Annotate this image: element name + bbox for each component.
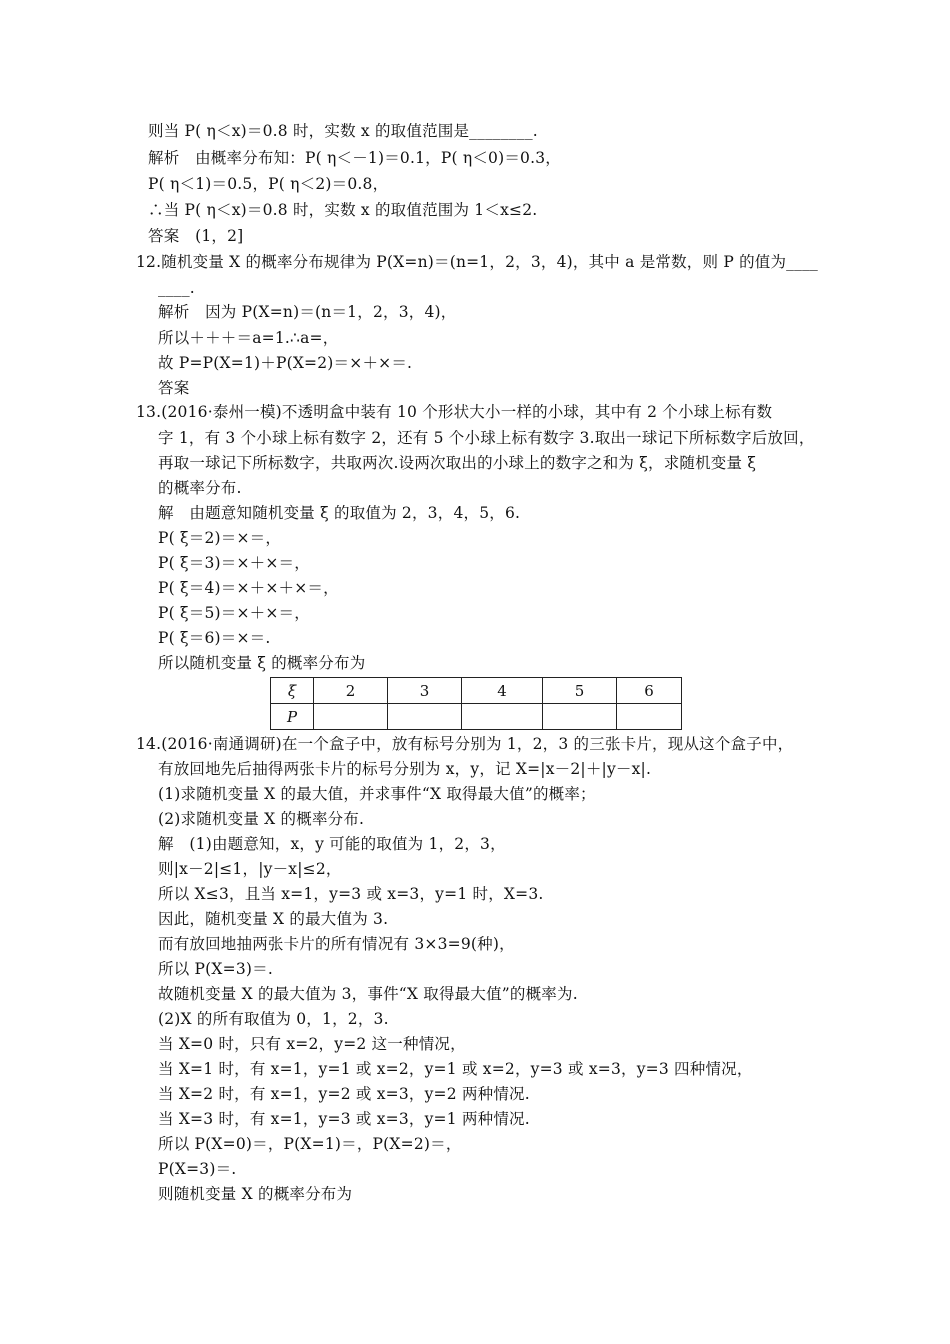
table-cell: 3: [388, 678, 462, 704]
line-q13-stem-4: 的概率分布.: [158, 479, 242, 497]
table-row-p: [271, 704, 682, 730]
line-q13-stem-3: 再取一球记下所标数字，共取两次.设两次取出的小球上的数字之和为 ξ，求随机变量 ξ: [158, 454, 757, 472]
line-q14-sol-3: 所以 X≤3，且当 x=1，y=3 或 x=3，y=1 时，X=3.: [158, 885, 544, 903]
line-q12-analysis-2: 所以＋＋＋＝a=1.∴a=，: [158, 329, 339, 347]
line-q11-analysis-3: ∴当 P( η＜x)＝0.8 时，实数 x 的取值范围为 1＜x≤2.: [148, 201, 538, 219]
line-q14-sol-1: 解 (1)由题意知，x，y 可能的取值为 1，2，3，: [158, 835, 506, 853]
line-q13-stem-2: 字 1，有 3 个小球上标有数字 2，还有 5 个小球上标有数字 3.取出一球记下所标数字后放回，: [158, 429, 815, 447]
line-q13-sol-2: P( ξ＝2)＝×＝，: [158, 529, 282, 547]
table-cell: [388, 704, 462, 730]
line-q11-answer: 答案 (1，2]: [148, 227, 244, 245]
line-q14-sol-2: 则|x－2|≤1，|y－x|≤2，: [158, 860, 342, 878]
line-q14-stem-3: (1)求随机变量 X 的最大值，并求事件“X 取得最大值”的概率；: [158, 785, 596, 803]
line-q14-sol-7: 故随机变量 X 的最大值为 3，事件“X 取得最大值”的概率为.: [158, 985, 578, 1003]
table-cell: ξ: [271, 678, 314, 704]
line-q14-sol-10: 当 X=1 时，有 x=1，y=1 或 x=2，y=1 或 x=2，y=3 或 x=3，y=3 四种情况，: [158, 1060, 753, 1078]
line-q13-sol-6: P( ξ＝6)＝×＝.: [158, 629, 271, 647]
line-q13-sol-3: P( ξ＝3)＝×＋×＝，: [158, 554, 310, 572]
line-q13-sol-4: P( ξ＝4)＝×＋×＋×＝，: [158, 579, 339, 597]
line-q14-sol-15: 则随机变量 X 的概率分布为: [158, 1185, 353, 1203]
line-q11-analysis-1: 解析 由概率分布知：P( η＜－1)＝0.1，P( η＜0)＝0.3，: [148, 149, 561, 167]
line-q11-cont: 则当 P( η＜x)＝0.8 时，实数 x 的取值范围是________.: [148, 122, 538, 140]
line-q14-sol-14: P(X=3)＝.: [158, 1160, 237, 1178]
line-q11-analysis-2: P( η＜1)＝0.5，P( η＜2)＝0.8，: [148, 175, 389, 193]
line-q14-sol-5: 而有放回地抽两张卡片的所有情况有 3×3=9(种)，: [158, 935, 515, 953]
line-q14-stem-2: 有放回地先后抽得两张卡片的标号分别为 x，y，记 X=|x－2|＋|y－x|.: [158, 760, 652, 778]
line-q13-sol-7: 所以随机变量 ξ 的概率分布为: [158, 654, 366, 672]
line-q12-stem-2: ____.: [158, 279, 195, 297]
line-q14-sol-12: 当 X=3 时，有 x=1，y=3 或 x=3，y=1 两种情况.: [158, 1110, 530, 1128]
line-q12-analysis-1: 解析 因为 P(X=n)＝(n＝1，2，3，4)，: [158, 303, 457, 321]
line-q14-sol-6: 所以 P(X=3)＝.: [158, 960, 273, 978]
line-q14-stem-1: 14.(2016·南通调研)在一个盒子中，放有标号分别为 1，2，3 的三张卡片，现从这个盒子中，: [136, 735, 794, 753]
line-q12-answer: 答案: [158, 379, 190, 397]
table-cell: 6: [617, 678, 682, 704]
line-q14-sol-8: (2)X 的所有取值为 0，1，2，3.: [158, 1010, 389, 1028]
distribution-table: [270, 677, 682, 730]
line-q14-sol-9: 当 X=0 时，只有 x=2，y=2 这一种情况，: [158, 1035, 466, 1053]
table-cell: P: [271, 704, 314, 730]
table-cell: 5: [543, 678, 617, 704]
line-q14-sol-11: 当 X=2 时，有 x=1，y=2 或 x=3，y=2 两种情况.: [158, 1085, 530, 1103]
table-cell: [462, 704, 543, 730]
line-q14-sol-13: 所以 P(X=0)＝，P(X=1)＝，P(X=2)＝，: [158, 1135, 462, 1153]
line-q14-stem-4: (2)求随机变量 X 的概率分布.: [158, 810, 365, 828]
table-cell: [617, 704, 682, 730]
line-q13-sol-5: P( ξ＝5)＝×＋×＝，: [158, 604, 310, 622]
line-q14-sol-4: 因此，随机变量 X 的最大值为 3.: [158, 910, 389, 928]
line-q12-analysis-3: 故 P=P(X=1)＋P(X=2)＝×＋×＝.: [158, 354, 413, 372]
table-cell: 4: [462, 678, 543, 704]
line-q12-stem-1: 12.随机变量 X 的概率分布规律为 P(X=n)＝(n=1，2，3，4)，其中 a 是常数，则 P 的值为____: [136, 253, 818, 271]
table-cell: [543, 704, 617, 730]
line-q13-sol-1: 解 由题意知随机变量 ξ 的取值为 2，3，4，5，6.: [158, 504, 521, 522]
table-cell: [314, 704, 388, 730]
line-q13-stem-1: 13.(2016·泰州一模)不透明盒中装有 10 个形状大小一样的小球，其中有 2 个小球上标有数: [136, 403, 773, 421]
table-cell: 2: [314, 678, 388, 704]
table-row-xi: [271, 678, 682, 704]
